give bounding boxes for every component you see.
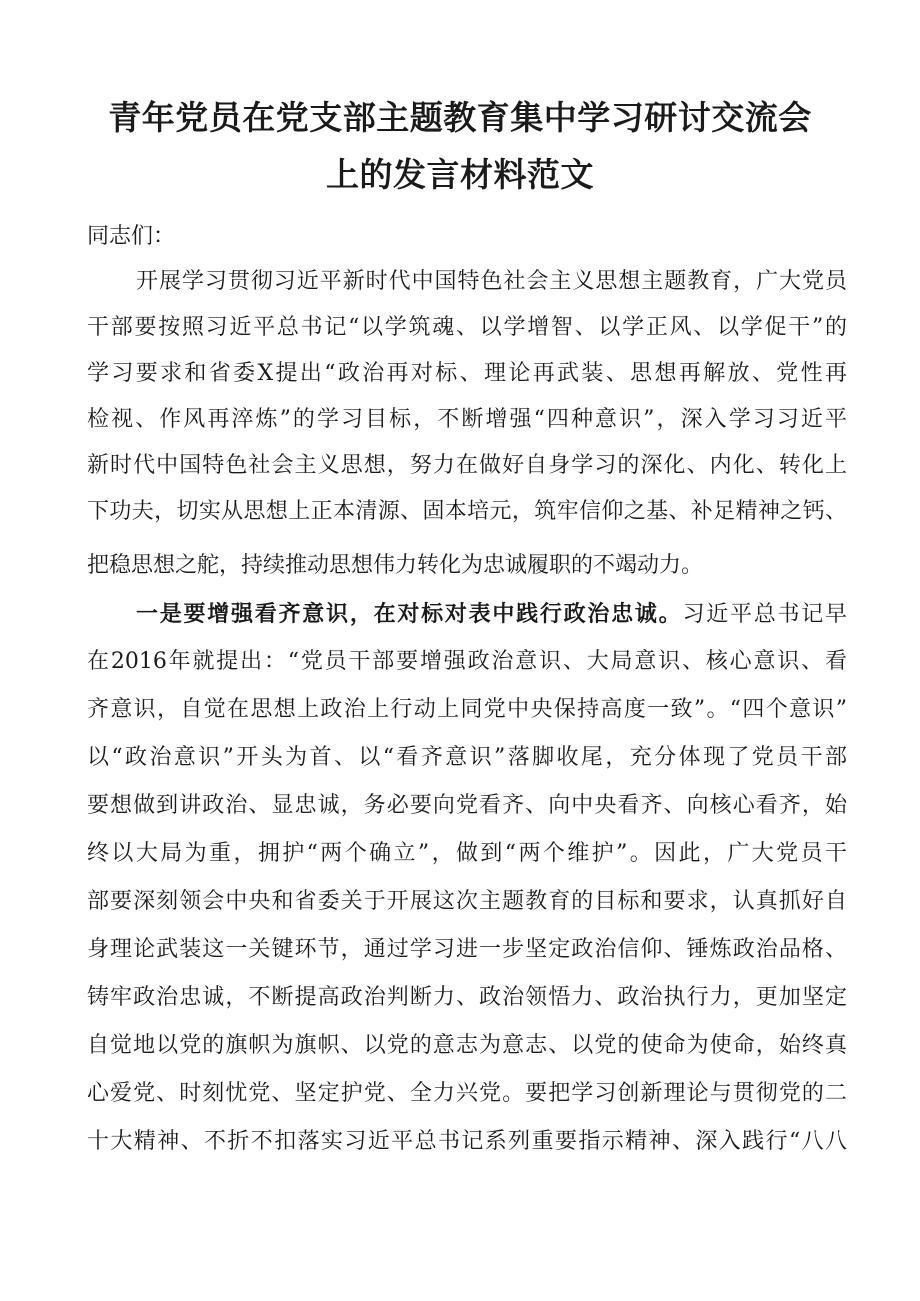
paragraph-2-line: 要想做到讲政治、显忠诚，务必要向党看齐、向中央看齐、向核心看齐，始: [87, 793, 847, 818]
paragraph-1-line: 开展学习贯彻习近平新时代中国特色社会主义思想主题教育，广大党员: [136, 269, 847, 294]
paragraph-2-first-line: [136, 592, 847, 637]
paragraph-1-line: 把稳思想之舵，持续推动思想伟力转化为忠诚履职的不竭动力。: [87, 553, 704, 578]
paragraph-2-line: 身理论武装这一关键环节，通过学习进一步坚定政治信仰、锤炼政治品格、: [87, 937, 847, 962]
document-title-line-2: 上的发言材料范文: [326, 155, 594, 194]
paragraph-2-heading: 一是要增强看齐意识，在对标对表中践行政治忠诚。: [136, 601, 683, 627]
paragraph-2-line: 齐意识，自觉在思想上政治上行动上同党中央保持高度一致”。“四个意识”: [87, 697, 847, 722]
paragraph-2-line: 铸牢政治忠诚，不断提高政治判断力、政治领悟力、政治执行力，更加坚定: [87, 985, 847, 1010]
paragraph-2-line: 终以大局为重，拥护“两个确立”，做到“两个维护”。因此，广大党员干: [87, 841, 847, 866]
paragraph-2-line: 十大精神、不折不扣落实习近平总书记系列重要指示精神、深入践行“八八: [87, 1129, 847, 1154]
paragraph-2-line: 在2016年就提出：“党员干部要增强政治意识、大局意识、核心意识、看: [87, 649, 847, 674]
paragraph-2-line: 以“政治意识”开头为首、以“看齐意识”落脚收尾，充分体现了党员干部: [87, 745, 847, 770]
salutation: 同志们：: [87, 224, 176, 249]
paragraph-1-line: 学习要求和省委X提出“政治再对标、理论再武装、思想再解放、党性再: [87, 361, 847, 386]
document-title-line-1: 青年党员在党支部主题教育集中学习研讨交流会: [108, 98, 812, 137]
paragraph-2-line: 自觉地以党的旗帜为旗帜、以党的意志为意志、以党的使命为使命，始终真: [87, 1033, 847, 1058]
paragraph-2-line: 部要深刻领会中央和省委关于开展这次主题教育的目标和要求，认真抓好自: [87, 889, 847, 914]
paragraph-1-line: 下功夫，切实从思想上正本清源、固本培元，筑牢信仰之基、补足精神之钙、: [87, 499, 847, 524]
paragraph-2-line: 心爱党、时刻忧党、坚定护党、全力兴党。要把学习创新理论与贯彻党的二: [87, 1081, 847, 1106]
paragraph-1-line: 新时代中国特色社会主义思想，努力在做好自身学习的深化、内化、转化上: [87, 453, 847, 478]
paragraph-1-line: 干部要按照习近平总书记“以学筑魂、以学增智、以学正风、以学促干”的: [87, 315, 847, 340]
paragraph-2-first-tail: 习近平总书记早: [682, 602, 847, 627]
paragraph-1-line: 检视、作风再淬炼”的学习目标，不断增强“四种意识”，深入学习习近平: [87, 407, 847, 432]
